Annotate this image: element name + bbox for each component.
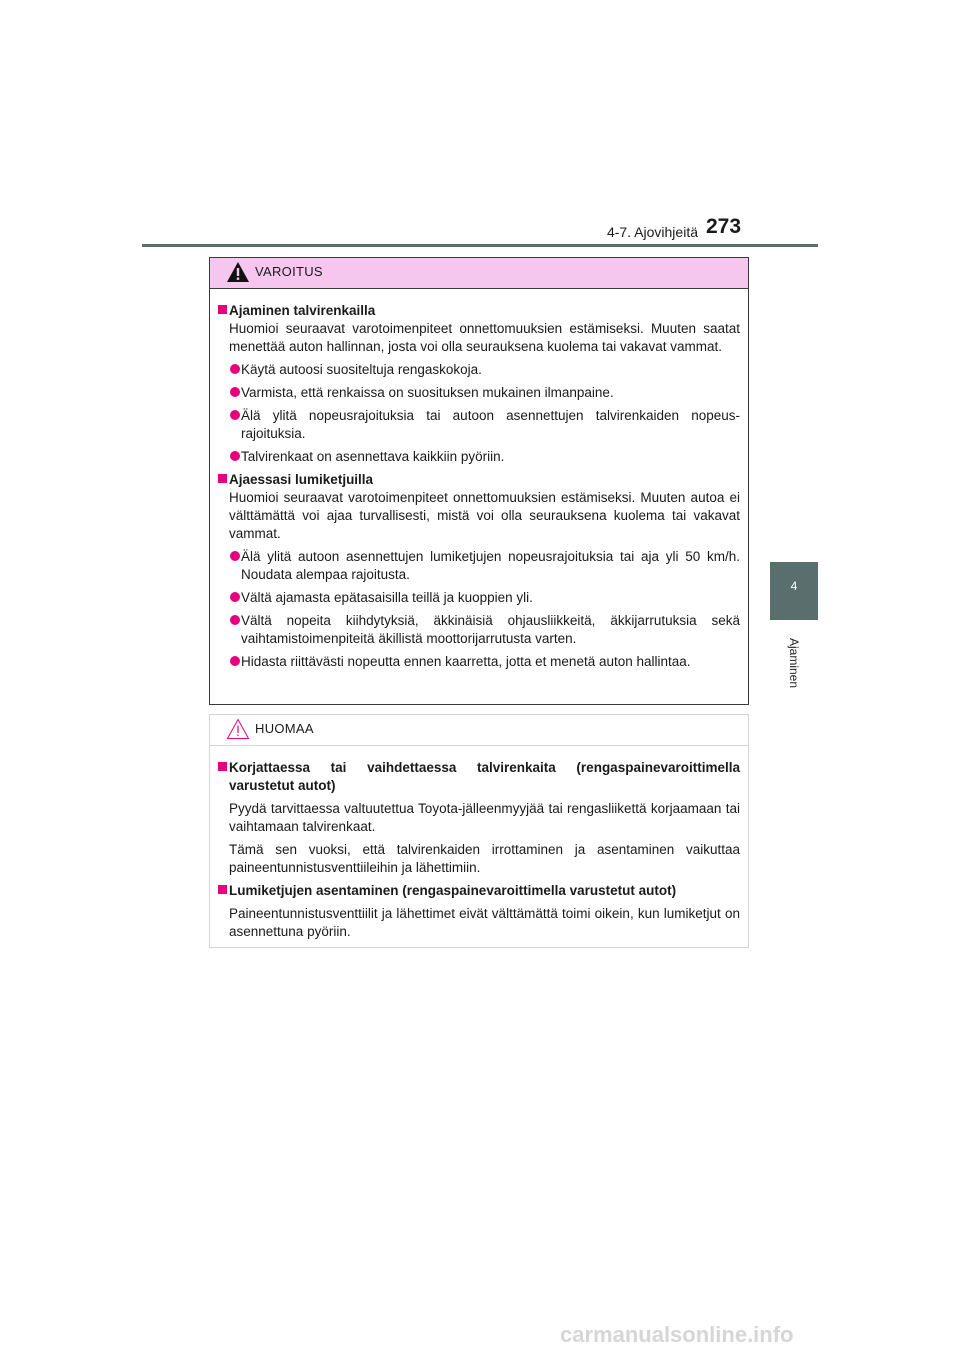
watermark: carmanualsonline.info (560, 1322, 794, 1347)
bullet-dot-icon (230, 551, 240, 561)
list-item: Vältä ajamasta epätasaisilla teillä ja kuoppien yli. (219, 589, 740, 607)
list-item: Käytä autoosi suositeltuja rengaskokoja. (219, 361, 740, 379)
paragraph: Tämä sen vuoksi, että talvirenkaiden irrottaminen ja asentaminen vaikuttaa paineentunnistusventtiileihin ja lähettimiin. (229, 842, 740, 875)
warning-content (210, 289, 748, 671)
list-item: Vältä nopeita kiihdytyksiä, äkkinäisiä ohjausliikkeitä, äkkijarrutuksia sekä vaihtamistoimenpiteitä äkillistä moottorijarrutusta varten. (219, 612, 740, 648)
square-bullet-icon (218, 885, 227, 894)
list-item: Älä ylitä nopeusrajoituksia tai autoon asennettujen talvirenkaiden nopeusrajoituksia. (219, 407, 740, 443)
paragraph: Paineentunnistusventtiilit ja lähettimet eivät välttämättä toimi oikein, kun lumiketjut on asennettuna pyöriin. (229, 906, 740, 939)
warning-icon (226, 261, 250, 283)
header-divider (142, 244, 818, 247)
notice-title: HUOMAA (255, 721, 314, 736)
chapter-tab (770, 562, 818, 620)
bullet-dot-icon (230, 615, 240, 625)
bullet-dot-icon (230, 592, 240, 602)
list-item: Älä ylitä autoon asennettujen lumiketjujen nopeusrajoituksia tai aja yli 50 km/h. Noudata alempaa rajoitusta. (219, 548, 740, 584)
chapter-number: 4 (790, 579, 798, 593)
page-number: 273 (706, 215, 742, 238)
notice-content (210, 746, 748, 941)
section-heading: Korjattaessa tai vaihdettaessa talvirenkaita (rengaspainevaroittimella varustetut autot) (219, 759, 740, 795)
section-heading: Ajaminen talvirenkailla (219, 302, 740, 320)
bullet-dot-icon (230, 656, 240, 666)
chapter-title: Ajaminen (787, 637, 801, 689)
caution-icon (226, 718, 250, 740)
warning-header (210, 258, 748, 289)
bullet-dot-icon (230, 364, 240, 374)
section-intro: Huomioi seuraavat varotoimenpiteet onnettomuuksien estämiseksi. Muuten saatat menettää auton hallinnan, josta voi olla seurauksena kuolema tai vakavat vammat. (229, 321, 740, 354)
list-item: Hidasta riittävästi nopeutta ennen kaarretta, jotta et menetä auton hallintaa. (219, 653, 740, 671)
list-item: Varmista, että renkaissa on suosituksen mukainen ilmanpaine. (219, 384, 740, 402)
section-title: 4-7. Ajovihjeitä (606, 224, 698, 240)
bullet-dot-icon (230, 410, 240, 420)
warning-title: VAROITUS (255, 264, 323, 279)
notice-box (209, 714, 749, 948)
square-bullet-icon (218, 474, 227, 483)
notice-header (210, 715, 748, 746)
section-heading: Ajaessasi lumiketjuilla (219, 471, 740, 489)
paragraph: Pyydä tarvittaessa valtuutettua Toyota-jälleenmyyjää tai rengasliikettä korjaamaan tai vaihtamaan talvirenkaat. (229, 801, 740, 834)
bullet-dot-icon (230, 387, 240, 397)
section-heading: Lumiketjujen asentaminen (rengaspainevaroittimella varustetut autot) (219, 882, 740, 900)
chapter-label-container (770, 628, 818, 698)
bullet-dot-icon (230, 451, 240, 461)
list-item: Talvirenkaat on asennettava kaikkiin pyöriin. (219, 448, 740, 466)
square-bullet-icon (218, 762, 227, 771)
square-bullet-icon (218, 305, 227, 314)
warning-box (209, 257, 749, 705)
section-intro: Huomioi seuraavat varotoimenpiteet onnettomuuksien estämiseksi. Muuten autoa ei välttämättä voi ajaa turvallisesti, mistä voi olla seurauksena kuolema tai vakavat vammat. (229, 490, 740, 541)
